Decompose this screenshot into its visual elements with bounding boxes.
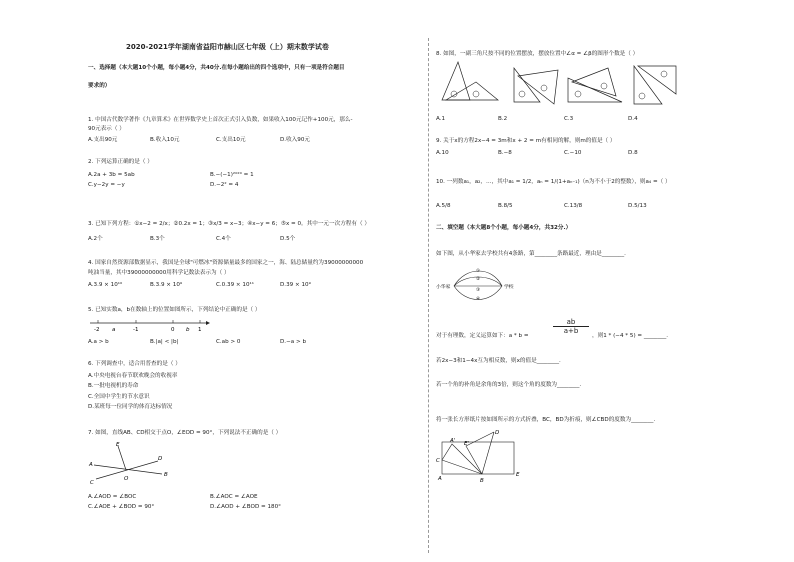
q8-option-c: C.3 [564, 116, 574, 122]
label-e: E [116, 442, 120, 448]
q1-text-line1: 1. 中国古代数学著作《九章算术》在世界数学史上首次正式引入负数，如果收入100元记作+100元，那么- [88, 117, 353, 123]
section2-heading: 二、填空题（本大题8个小题，每小题4分，共32分.） [436, 225, 572, 231]
q4-option-a: A.3.9 × 10¹⁰ [88, 282, 123, 288]
label-c: C [436, 458, 440, 464]
label-home: 小华家 [436, 285, 451, 290]
q2-option-c: C.y−2y = −y [88, 182, 125, 188]
folded-flap-left [442, 444, 482, 474]
set-square-pair-3 [568, 68, 622, 102]
q6-option-d: D.某班每一位同学的体育达标情况 [88, 404, 173, 410]
paper-rectangle [442, 442, 514, 474]
set-square-pair-4 [634, 66, 676, 104]
fraction-denominator: a+b [553, 326, 589, 335]
q1-option-b: B.收入10元 [150, 137, 180, 143]
q1-option-d: D.收入90元 [280, 137, 310, 143]
q10-option-c: C.13/8 [564, 203, 583, 209]
left-column [88, 0, 413, 562]
set-square-pair-2 [514, 68, 558, 104]
q6-option-a: A.中央电视台春节联欢晚会的收视率 [88, 373, 178, 379]
q5-option-a: A.a > b [88, 339, 109, 345]
q2-option-a: A.2a + 3b = 5ab [88, 172, 135, 178]
label-route-4: ④ [476, 297, 481, 302]
q5-text: 5. 已知实数a，b在数轴上的位置如图所示，下列结论中正确的是（ ） [88, 307, 261, 313]
label-a: A [438, 476, 442, 482]
label-neg2: -2 [94, 327, 100, 333]
label-a-prime: A' [450, 438, 456, 444]
label-o: O [124, 476, 129, 482]
label-school: 学校 [504, 285, 514, 290]
q9-option-a: A.10 [436, 150, 449, 156]
q15-folded-paper-figure [436, 426, 526, 484]
q11-routes-figure [436, 264, 526, 306]
q5-option-b: B.|a| < |b| [150, 339, 179, 345]
q12-text-cont: ，则1 * (−4 * 5) = ________. [592, 333, 669, 339]
q2-option-d: D.−2² = 4 [210, 182, 239, 188]
q4-option-c: C.0.39 × 10¹¹ [216, 282, 254, 288]
q7-option-d: D.∠AOD + ∠BOD = 180° [210, 504, 281, 510]
q10-option-a: A.5/8 [436, 203, 451, 209]
fold-bc [442, 460, 482, 474]
q3-option-d: D.5个 [280, 236, 296, 242]
label-d: D [158, 456, 163, 462]
q4-text-line1: 4. 国家自然资源部数据显示，我国是全球"可燃冰"资源储量最多的国家之一，海、陆总储量约为39000000000 [88, 260, 364, 266]
q5-option-c: C.ab > 0 [216, 339, 241, 345]
label-a: a [112, 327, 116, 333]
label-c: C [90, 480, 94, 486]
set-square-pair-1 [442, 62, 498, 100]
label-route-3: ③ [476, 288, 481, 293]
q5-number-line-figure [88, 316, 213, 334]
ray-oe [118, 446, 126, 470]
q3-text: 3. 已知下列方程：①x−2 = 2/x；②0.2x = 1；③x/3 = x−3；④x−y = 6；⑤x = 0。其中一元一次方程有（ ） [88, 221, 370, 227]
label-route-1: ① [476, 269, 481, 274]
folded-flap-right [466, 432, 494, 474]
column-divider [428, 38, 429, 553]
label-a: A [89, 462, 93, 468]
fold-bd [482, 432, 494, 474]
q10-text: 10. 一列数a₁，a₂，…，其中a₁ = 1/2，aₙ = 1/(1+aₙ₋₁)（n为不小于2的整数），则a₄ =（ ） [436, 179, 671, 185]
exam-title: 2020-2021学年湖南省益阳市赫山区七年级（上）期末数学试卷 [126, 43, 329, 51]
q7-intersecting-lines-figure [88, 438, 170, 488]
q1-text-line2: 90元表示（ ） [88, 126, 125, 132]
q6-option-c: C.全国中学生的节水意识 [88, 394, 150, 400]
q6-text: 6. 下列调查中，适合用普查的是（ ） [88, 361, 181, 367]
q12-fraction [553, 318, 589, 335]
q9-text: 9. 关于x的方程2x−4 = 3m和x + 2 = m有相同的解，则m的值是（ ） [436, 138, 616, 144]
q1-option-c: C.支出10元 [216, 137, 246, 143]
q8-option-b: B.2 [498, 116, 508, 122]
q2-text: 2. 下列运算正确的是（ ） [88, 159, 153, 165]
q4-option-d: D.39 × 10⁹ [280, 282, 311, 288]
section1-heading-cont: 要求的） [88, 83, 111, 89]
q4-text-line2: 吨油当量，其中39000000000用科学记数法表示为（ ） [88, 270, 230, 276]
q8-option-a: A.1 [436, 116, 446, 122]
label-one: 1 [198, 327, 202, 333]
label-b: B [480, 478, 484, 484]
q7-option-c: C.∠AOE + ∠BOD = 90° [88, 504, 155, 510]
label-d: D [495, 430, 500, 436]
q8-option-d: D.4 [628, 116, 638, 122]
q2-option-b: B.−(−1)²⁰²⁰ = 1 [210, 172, 254, 178]
q10-option-d: D.5/13 [628, 203, 647, 209]
q7-option-b: B.∠AOC = ∠AOE [210, 494, 258, 500]
label-b: b [186, 327, 190, 333]
fraction-numerator: ab [566, 318, 576, 326]
q3-option-a: A.2个 [88, 236, 103, 242]
q3-option-c: C.4个 [216, 236, 231, 242]
label-e: E [516, 472, 520, 478]
q8-text: 8. 如图，一副三角尺按不同的位置摆放，摆放位置中∠α = ∠β的图形个数是（ ） [436, 51, 639, 57]
q1-option-a: A.支出90元 [88, 137, 118, 143]
q13-text: 若2x−3和1−4x互为相反数，则x的值是________. [436, 358, 561, 364]
right-column [436, 0, 736, 562]
q6-option-b: B.一批电视机的寿命 [88, 383, 139, 389]
q7-text: 7. 如图，直线AB、CD相交于点O，∠EOD = 90°，下列说法不正确的是（ ） [88, 430, 282, 436]
q12-text: 对于有理数，定义运算如下：a * b = [436, 333, 529, 339]
label-zero: 0 [171, 327, 175, 333]
section1-heading: 一、选择题（本大题10个小题，每小题4分，共40分.在每小题给出的四个选项中，只有一项是符合题目 [88, 65, 345, 71]
q9-option-c: C.−10 [564, 150, 582, 156]
q15-text: 将一张长方形纸片按如图所示的方式折叠，BC，BD为折痕，则∠CBD的度数为________. [436, 417, 656, 423]
number-line-arrow [206, 321, 210, 325]
q9-option-b: B.−8 [498, 150, 512, 156]
q5-option-d: D.−a > b [280, 339, 306, 345]
label-b: B [164, 472, 168, 478]
q10-option-b: B.8/5 [498, 203, 513, 209]
label-e-prime: E' [464, 441, 469, 447]
q8-set-squares-figure [436, 60, 686, 110]
q7-option-a: A.∠AOD = ∠BOC [88, 494, 137, 500]
q4-option-b: B.3.9 × 10⁹ [150, 282, 183, 288]
q11-text: 如下图，从小华家去学校共有4条路，第________条路最近，理由是________. [436, 251, 626, 257]
q9-option-d: D.8 [628, 150, 638, 156]
label-route-2: ② [476, 277, 481, 282]
q14-text: 若一个角的补角是余角的3倍，则这个角的度数为________. [436, 382, 582, 388]
q3-option-b: B.3个 [150, 236, 165, 242]
label-neg1: -1 [133, 327, 139, 333]
